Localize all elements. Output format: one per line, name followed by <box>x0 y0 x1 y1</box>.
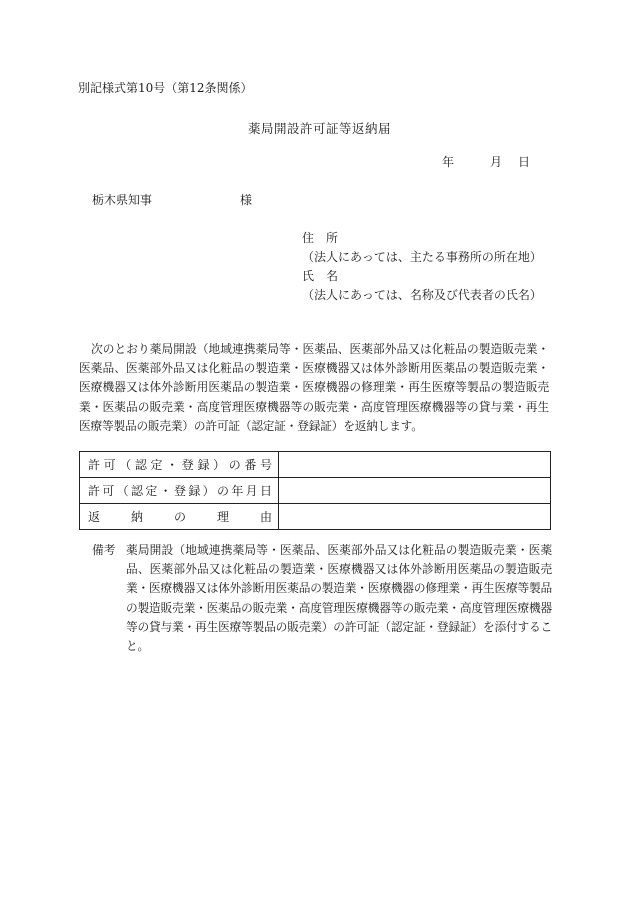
remarks-section <box>92 541 552 656</box>
addressee-honorific: 様 <box>240 193 253 207</box>
date-year-label: 年 <box>442 155 455 169</box>
table-row <box>80 478 551 504</box>
address-note: （法人にあっては、主たる事務所の所在地） <box>302 250 542 264</box>
remarks-label: 備考 <box>92 543 116 557</box>
permit-number-field[interactable] <box>279 452 551 478</box>
date-line <box>442 154 530 170</box>
table-label-cell <box>80 504 279 530</box>
date-day-label: 日 <box>518 155 531 169</box>
name-note: （法人にあっては、名称及び代表者の氏名） <box>302 288 542 302</box>
address-label: 住 所 <box>302 231 339 245</box>
form-number: 別記様式第10号（第12条関係） <box>78 81 253 95</box>
return-reason-label: 返納の理由 <box>88 510 272 524</box>
permit-number-label: 許可（認定・登録）の番号 <box>88 458 272 472</box>
permit-date-field[interactable] <box>279 478 551 504</box>
table-label-cell <box>80 452 279 478</box>
table-label-cell <box>80 478 279 504</box>
addressee-name: 栃木県知事 <box>92 193 153 207</box>
applicant-block <box>302 230 542 306</box>
table-row <box>80 504 551 530</box>
date-month-label: 月 <box>490 155 503 169</box>
permit-date-label: 許可（認定・登録）の年月日 <box>88 484 272 498</box>
table-row <box>80 452 551 478</box>
remarks-text: 薬局開設（地域連携薬局等・医薬品、医薬部外品又は化粧品の製造販売業・医薬品、医薬部外品又は化粧品の製造業・医療機器又は体外診断用医薬品の製造販売業・医療機器又は体外診断用医薬品の製造業・医療機器の修理業・再生医療等製品の製造販売業・医薬品の販売業・高度管理医療機器等の販売業・高度管理医療機器等の貸与業・再生医療等製品の販売業）の許可証（認定証・登録証）を添付すること。 <box>126 543 552 654</box>
body-paragraph: 次のとおり薬局開設（地域連携薬局等・医薬品、医薬部外品又は化粧品の製造販売業・医薬品、医薬部外品又は化粧品の製造業・医療機器又は体外診断用医薬品の製造販売業・医療機器又は体外診断用医薬品の製造業・医療機器の修理業・再生医療等製品の製造販売業・医薬品の販売業・高度管理医療機器等の販売業・高度管理医療機器等の貸与業・再生医療等製品の販売業）の許可証（認定証・登録証）を返納します。 <box>79 342 549 433</box>
addressee <box>92 192 252 208</box>
return-details-table <box>79 451 551 530</box>
return-reason-field[interactable] <box>279 504 551 530</box>
document-title: 薬局開設許可証等返納届 <box>248 121 392 136</box>
name-label: 氏 名 <box>302 269 339 283</box>
